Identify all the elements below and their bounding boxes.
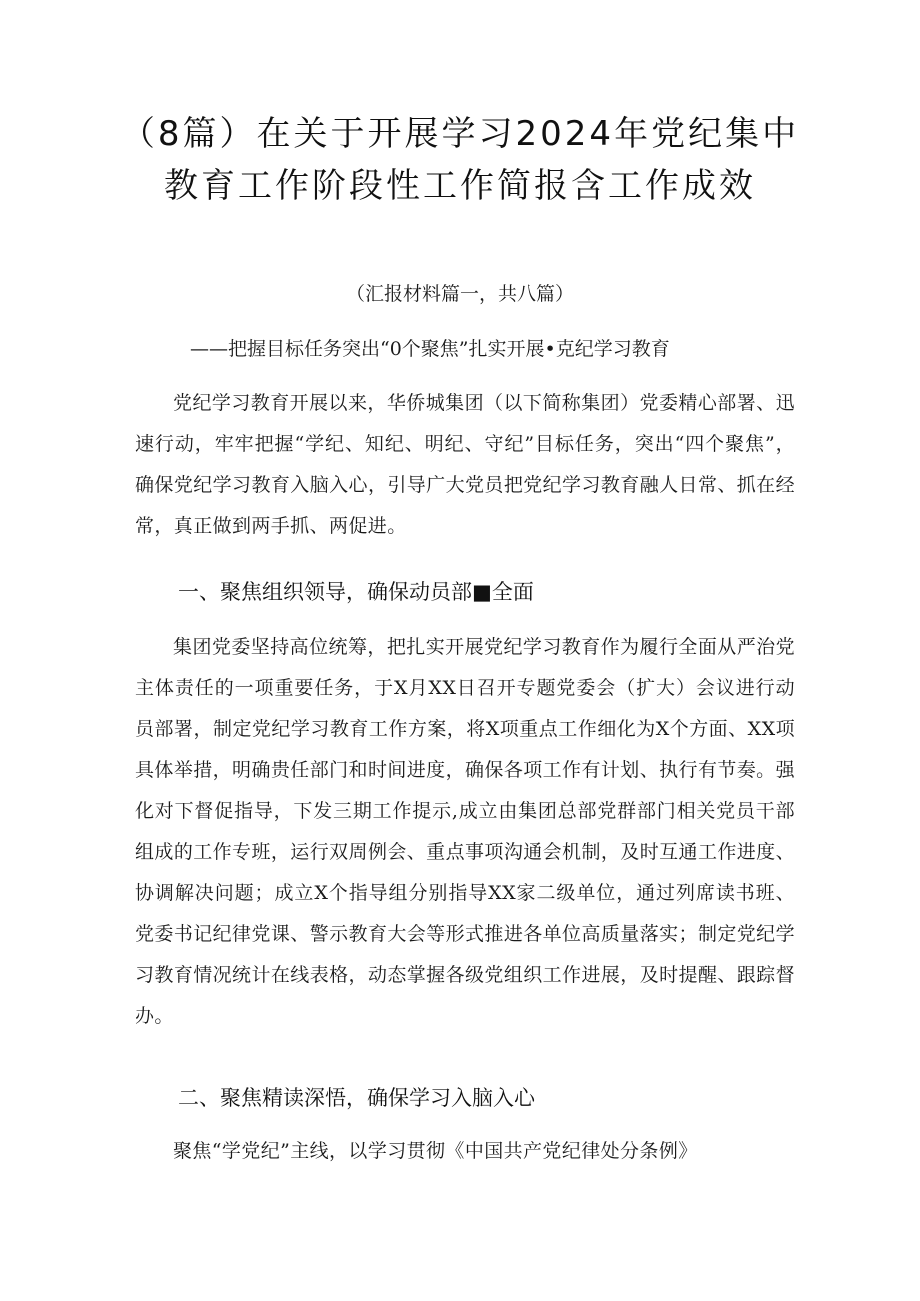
paragraph-intro: 党纪学习教育开展以来，华侨城集团（以下简称集团）党委精心部署、迅速行动，牢牢把握“学纪、知纪、明纪、守纪”目标任务，突出“四个聚焦”，确保党纪学习教育入脑入心，引导广大党员把党纪学习教育融人日常、抓在经常，真正做到两手抓、两促进。 bbox=[135, 392, 795, 537]
section-heading-1: 一、聚焦组织领导，确保动员部■全面 bbox=[178, 580, 534, 604]
document-title-line1: （8篇）在关于开展学习2024年党纪集中 bbox=[120, 114, 800, 154]
paragraph-section-1: 集团党委坚持高位统筹，把扎实开展党纪学习教育作为履行全面从严治党主体责任的一项重要任务，于X月XX日召开专题党委会（扩大）会议进行动员部署，制定党纪学习教育工作方案，将X项重点工作细化为X个方面、XX项具体举措，明确贵任部门和时间进度，确保各项工作有计划、执行有节奏。强化对下督促指导，下发三期工作提示,成立由集团总部党群部门相关党员干部组成的工作专班，运行双周例会、重点事项沟通会机制，及时互通工作进度、协调解决问题；成立X个指导组分别指导XX家二级单位，通过列席读书班、党委书记纪律党课、警示教育大会等形式推进各单位高质量落实；制定党纪学习教育情况统计在线表格，动态掌握各级党组织工作进展，及时提醒、跟踪督办。 bbox=[135, 636, 795, 1027]
document-subtitle: （汇报材料篇一，共八篇） bbox=[345, 283, 574, 305]
section-heading-2: 二、聚焦精读深悟，确保学习入脑入心 bbox=[178, 1086, 535, 1110]
document-title-line2: 教育工作阶段性工作简报含工作成效 bbox=[164, 166, 756, 206]
paragraph-section-2: 聚焦“学党纪”主线，以学习贯彻《中国共产党纪律处分条例》 bbox=[173, 1140, 698, 1162]
document-dash-subtitle: ——把握目标任务突出“0个聚焦”扎实开展•克纪学习教育 bbox=[190, 338, 670, 360]
